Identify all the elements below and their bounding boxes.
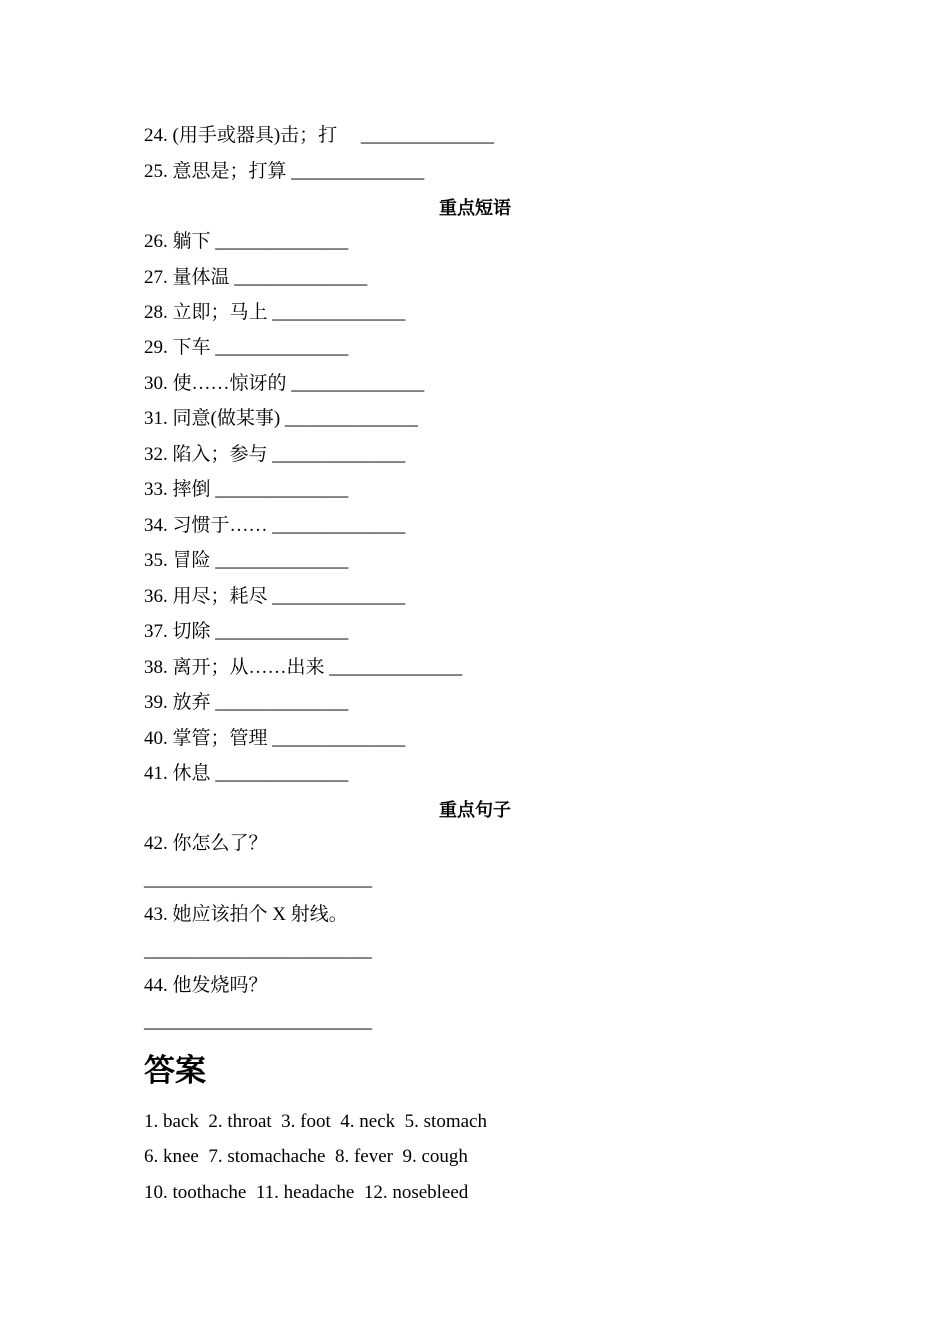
phrase-item-30: 30. 使……惊讶的 ______________: [144, 373, 425, 394]
phrase-item-26: 26. 躺下 ______________: [144, 231, 349, 252]
sentence-prompt-43: 43. 她应该拍个 X 射线。: [144, 904, 348, 925]
answer-line-2: 6. knee 7. stomachache 8. fever 9. cough: [144, 1146, 468, 1167]
phrase-item-28: 28. 立即；马上 ______________: [144, 302, 406, 323]
vocab-item-25: 25. 意思是；打算 ______________: [144, 161, 425, 182]
sentence-prompt-44: 44. 他发烧吗？: [144, 975, 268, 996]
sentence-answer-blank-43: ________________________: [144, 940, 372, 961]
phrase-item-34: 34. 习惯于…… ______________: [144, 515, 406, 536]
answers-title: 答案: [144, 1053, 206, 1088]
phrase-item-39: 39. 放弃 ______________: [144, 692, 349, 713]
vocab-item-24: 24. (用手或器具)击；打 ______________: [144, 125, 494, 146]
phrase-item-38: 38. 离开；从……出来 ______________: [144, 657, 463, 678]
phrase-item-40: 40. 掌管；管理 ______________: [144, 728, 406, 749]
sentence-answer-blank-44: ________________________: [144, 1011, 372, 1032]
phrase-item-27: 27. 量体温 ______________: [144, 267, 368, 288]
answer-line-3: 10. toothache 11. headache 12. nosebleed: [144, 1182, 469, 1203]
phrase-item-37: 37. 切除 ______________: [144, 621, 349, 642]
phrase-item-35: 35. 冒险 ______________: [144, 550, 349, 571]
phrase-item-31: 31. 同意(做某事) ______________: [144, 408, 418, 429]
section-heading-sentences: 重点句子: [439, 800, 511, 820]
phrase-item-32: 32. 陷入；参与 ______________: [144, 444, 406, 465]
section-heading-phrases: 重点短语: [439, 198, 511, 218]
sentence-answer-blank-42: ________________________: [144, 869, 372, 890]
phrase-item-29: 29. 下车 ______________: [144, 337, 349, 358]
phrase-item-41: 41. 休息 ______________: [144, 763, 349, 784]
phrase-item-33: 33. 摔倒 ______________: [144, 479, 349, 500]
answer-line-1: 1. back 2. throat 3. foot 4. neck 5. stomach: [144, 1111, 487, 1132]
phrase-item-36: 36. 用尽；耗尽 ______________: [144, 586, 406, 607]
sentence-prompt-42: 42. 你怎么了？: [144, 833, 268, 854]
